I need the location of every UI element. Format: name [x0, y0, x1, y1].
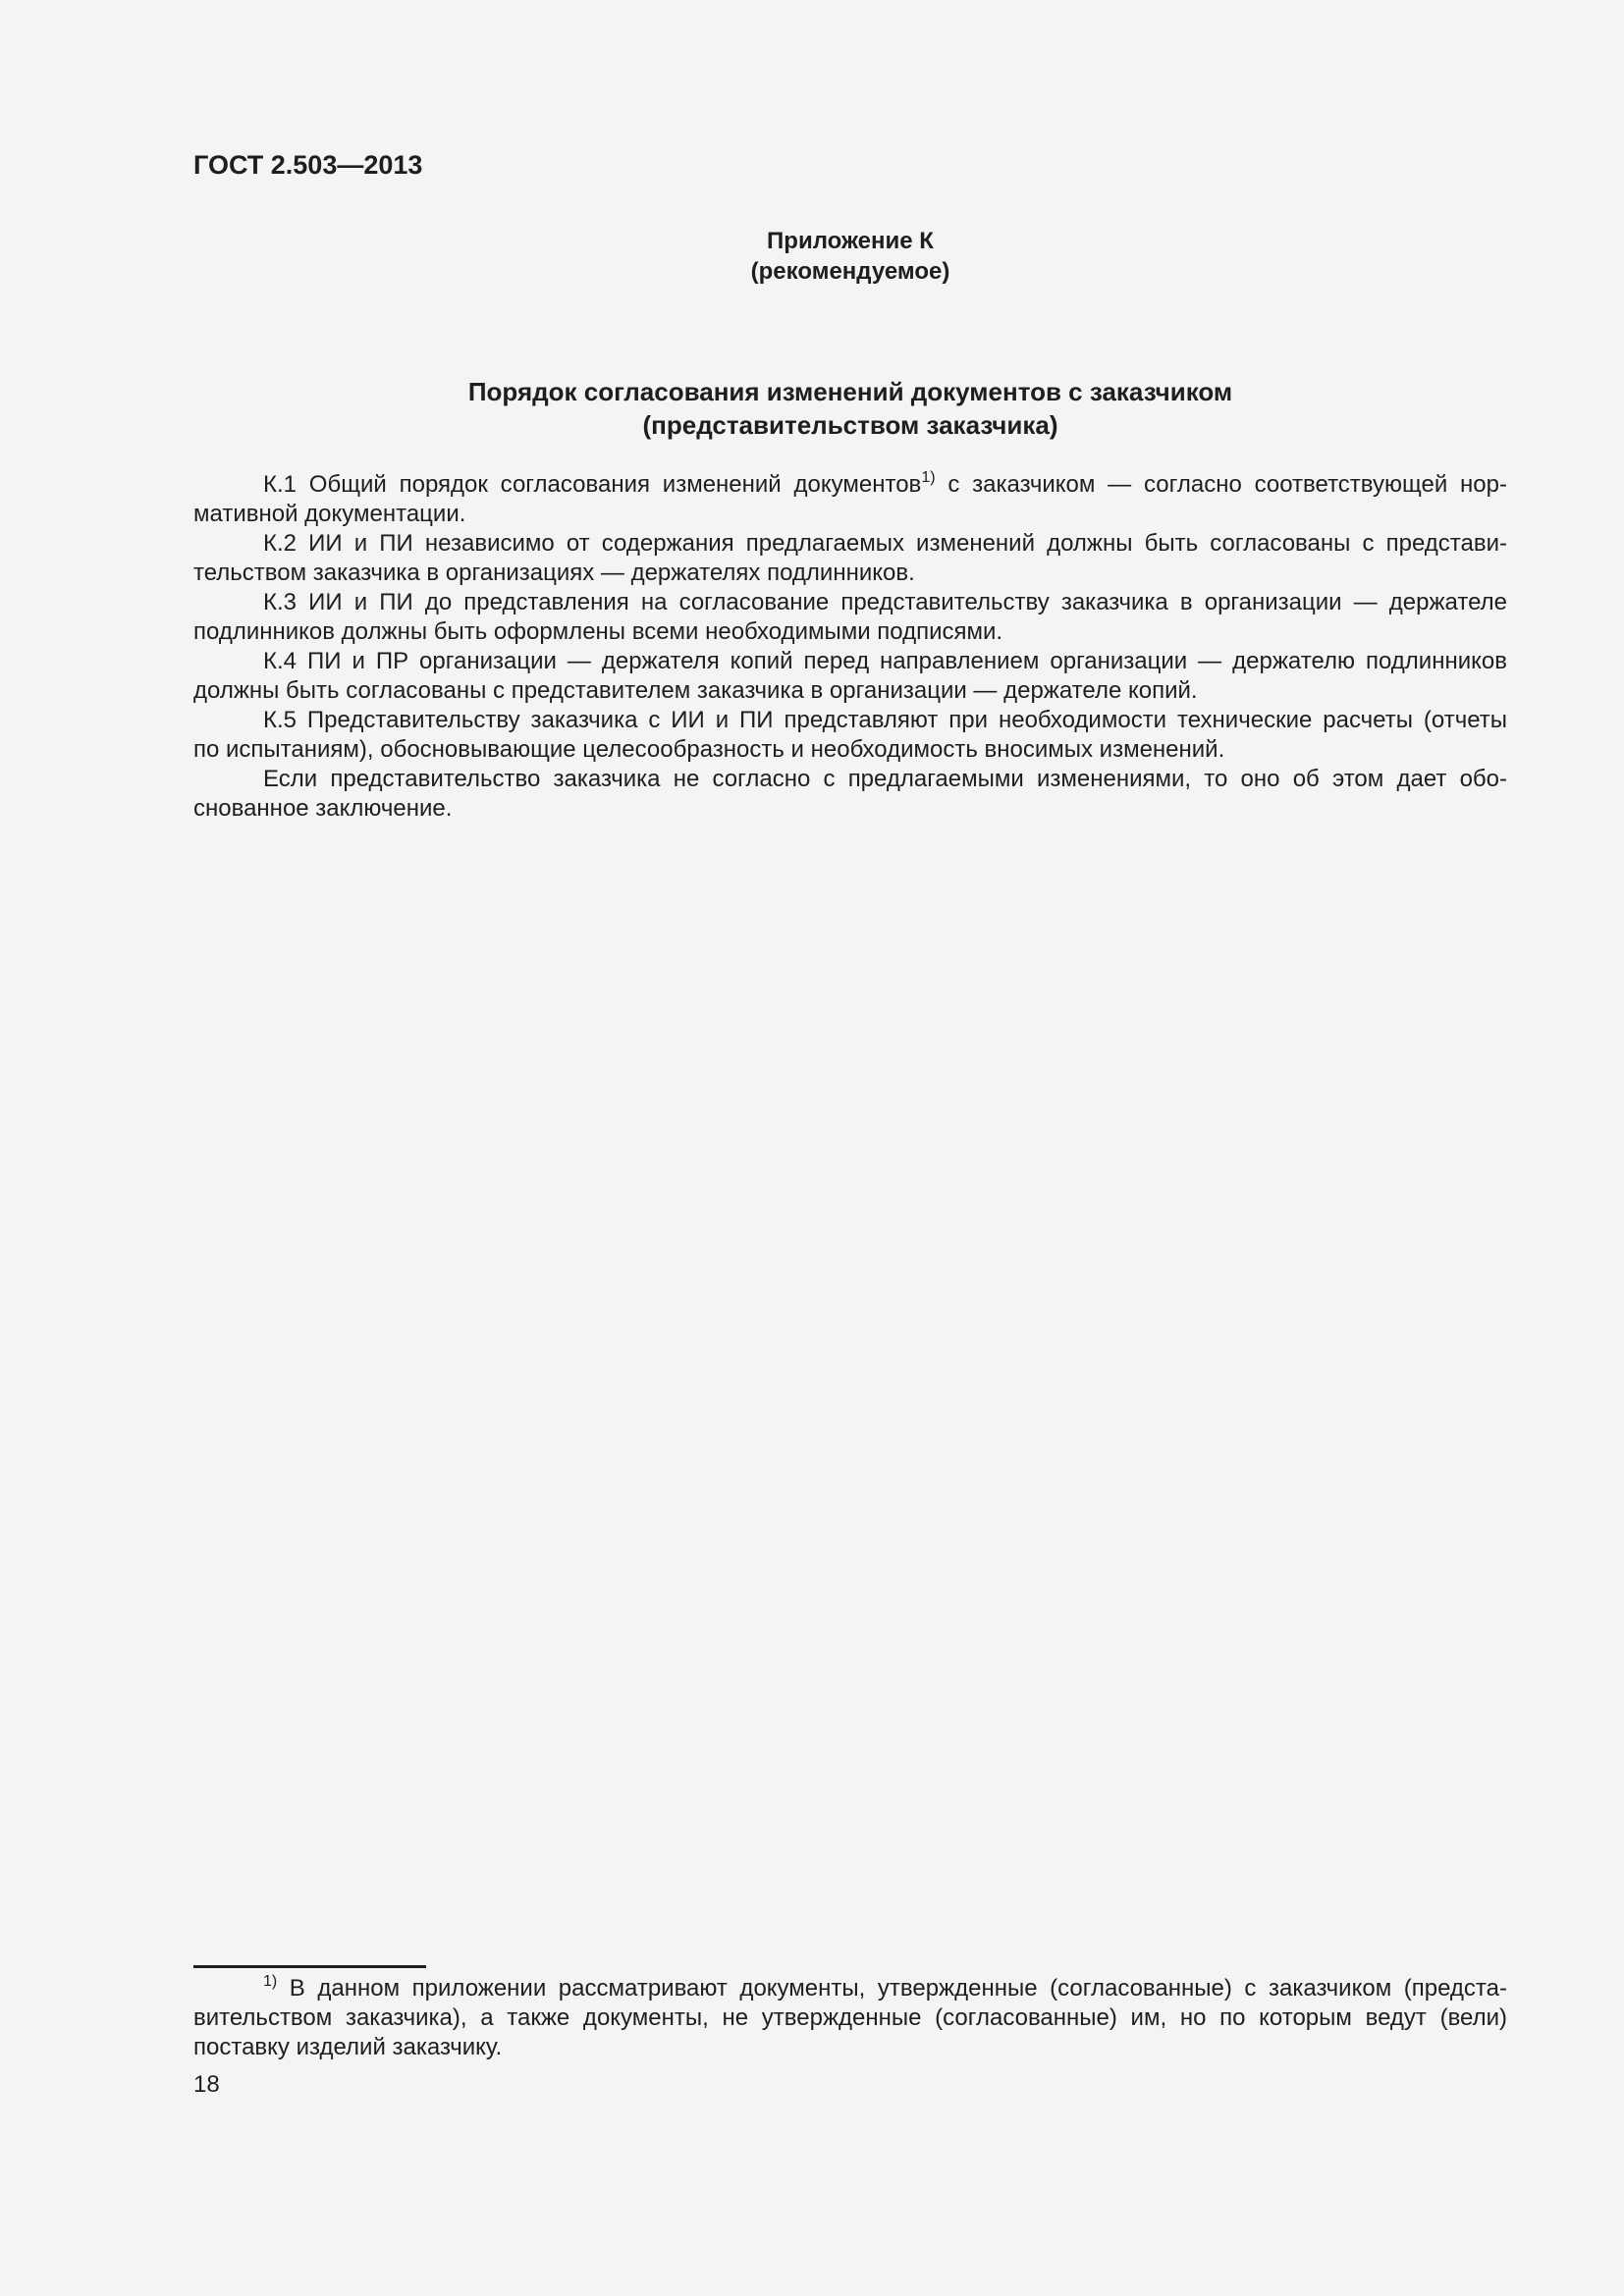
section-title — [0, 375, 1624, 442]
footnote-line: вительством заказчика), а также документы, не утвержденные (согласованные) им, но по которым ведут (вели) — [193, 2004, 1507, 2031]
footnote-marker: 1) — [263, 1973, 278, 1990]
paragraph-line: подлинников должны быть оформлены всеми необходимыми подписями. — [193, 618, 1003, 645]
footnote — [193, 1974, 1507, 2062]
paragraph-line: должны быть согласованы с представителем заказчика в организации — держателе копий. — [193, 677, 1198, 704]
text-run: К.1 Общий порядок согласования изменений документов — [263, 471, 922, 498]
appendix-label: Приложение К — [767, 228, 934, 254]
paragraph-k3 — [193, 588, 1507, 647]
paragraph-k1 — [193, 470, 1507, 529]
paragraph-k4 — [193, 647, 1507, 706]
paragraph-line: мативной документации. — [193, 501, 466, 527]
paragraph-line: К.2 ИИ и ПИ независимо от содержания предлагаемых изменений должны быть согласованы с представи- — [263, 530, 1507, 557]
body-text — [193, 470, 1507, 824]
appendix-heading — [0, 226, 1624, 287]
footnote-separator — [193, 1965, 426, 1968]
paragraph-line — [193, 470, 1507, 500]
paragraph-k2 — [193, 529, 1507, 588]
text-run: В данном приложении рассматривают документы, утвержденные (согласованные) с заказчиком (предста- — [277, 1975, 1507, 2002]
page-number: 18 — [193, 2071, 220, 2098]
paragraph-line: К.4 ПИ и ПР организации — держателя копий перед направлением организации — держателю подлинников — [263, 648, 1507, 674]
paragraph-line: К.3 ИИ и ПИ до представления на согласование представительству заказчика в организации — держателе — [263, 589, 1507, 615]
section-title-line-1: Порядок согласования изменений документов с заказчиком — [467, 377, 1233, 406]
paragraph-k5 — [193, 706, 1507, 765]
footnote-line — [193, 1974, 1507, 2003]
paragraph-line: снованное заключение. — [193, 795, 453, 822]
appendix-status: (рекомендуемое) — [750, 258, 950, 285]
text-run: с заказчиком — согласно соответствующей нор- — [935, 471, 1507, 498]
paragraph-line: тельством заказчика в организациях — держателях подлинников. — [193, 560, 915, 586]
paragraph-line: К.5 Представительству заказчика с ИИ и ПИ представляют при необходимости технические расчеты (отчеты — [263, 707, 1507, 733]
running-header: ГОСТ 2.503—2013 — [193, 150, 423, 180]
footnote-line: поставку изделий заказчику. — [193, 2034, 503, 2060]
paragraph-line: Если представительство заказчика не согласно с предлагаемыми изменениями, то оно об этом дает обо- — [263, 766, 1507, 792]
footnote-ref[interactable]: 1) — [921, 469, 936, 486]
section-title-line-2: (представительством заказчика) — [642, 410, 1058, 440]
paragraph-k5-note — [193, 765, 1507, 824]
paragraph-line: по испытаниям), обосновывающие целесообразность и необходимость вносимых изменений. — [193, 736, 1225, 763]
